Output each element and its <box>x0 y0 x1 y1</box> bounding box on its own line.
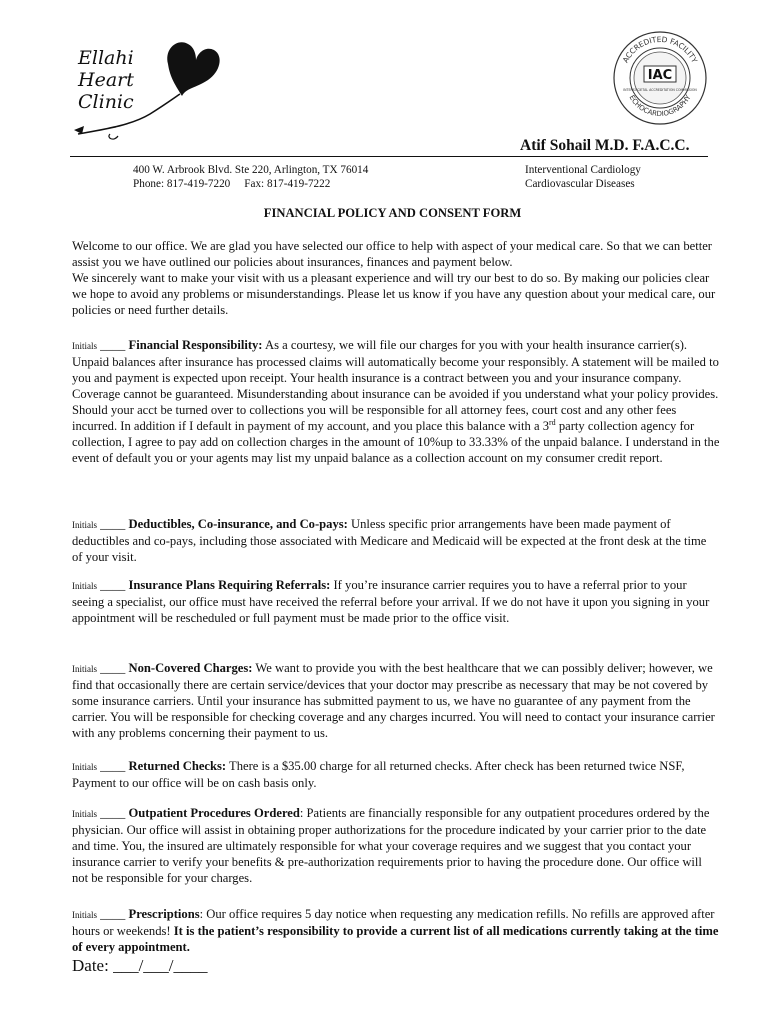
initials-label: Initials <box>72 809 97 819</box>
date-field[interactable]: Date: ___/___/____ <box>72 956 208 975</box>
initials-field[interactable]: ____ <box>100 517 126 531</box>
section-text: We want to provide you with the best healthcare that we can possibly deliver; however, we find that occasionally there are certain service/devices that your doctor may prescribe as necessary that may be not covered by some insurance carriers. Until your insurance has submitted payment to us, we have no guarantee of any payment from the carrier. You will be responsible for checking coverage and any charges incurred. You will need to contact your insurance carrier with any problems concerning their payment to us. <box>72 661 715 740</box>
initials-field[interactable]: ____ <box>100 907 126 921</box>
section-heading: Returned Checks: <box>128 759 227 773</box>
initials-field[interactable]: ____ <box>100 338 126 352</box>
specialty-2: Cardiovascular Diseases <box>525 178 635 190</box>
intro-1: Welcome to our office. We are glad you have selected our office to help with aspect of your medical care. So that we can better assist you we have outlined our policies about insurances, finances and payment below. <box>72 239 712 269</box>
section-heading: Insurance Plans Requiring Referrals: <box>128 578 331 592</box>
section-outpatient <box>72 805 720 886</box>
initials-field[interactable]: ____ <box>100 661 126 675</box>
seal-sub: INTERSOCIETAL ACCREDITATION COMMISSION <box>623 88 697 92</box>
seal-center: IAC <box>647 68 673 83</box>
logo-line3: Clinic <box>78 91 134 113</box>
address-line: 400 W. Arbrook Blvd. Ste 220, Arlington, TX 76014 <box>133 164 369 176</box>
section-heading: Deductibles, Co-insurance, and Co-pays: <box>128 517 348 531</box>
section-bold-tail: It is the patient’s responsibility to provide a current list of all medications currently taking at the time of every appointment. <box>72 924 719 954</box>
section-heading: Non-Covered Charges: <box>128 661 253 675</box>
section-non-covered <box>72 660 720 741</box>
initials-field[interactable]: ____ <box>100 806 126 820</box>
phone: Phone: 817-419-7220 <box>133 178 231 190</box>
seal-bottom-text: ECHOCARDIOGRAPHY <box>627 93 693 119</box>
accreditation-seal <box>612 30 708 126</box>
section-text: Unless specific prior arrangements have been made payment of deductibles and co-pays, including those associated with Medicare and Medicaid will be expected at the front desk at the time of your visit. <box>72 517 707 564</box>
section-heading: Outpatient Procedures Ordered <box>128 806 300 820</box>
clinic-address <box>133 163 368 191</box>
section-heading: Financial Responsibility: <box>128 338 263 352</box>
header-divider <box>70 156 708 157</box>
section-text: If you’re insurance carrier requires you to have a referral prior to your seeing a specialist, our office must have received the referral before your arrival. If we do not have it upon you signing in your appointment will be rescheduled or full payment must be made prior to the office visit. <box>72 578 710 625</box>
initials-label: Initials <box>72 581 97 591</box>
section-returned-checks <box>72 758 720 791</box>
logo-line1: Ellahi <box>78 47 134 69</box>
section-prescriptions <box>72 906 720 955</box>
logo-line2: Heart <box>78 69 134 91</box>
seal-top-text: ACCREDITED FACILITY <box>620 34 700 65</box>
contact-line <box>133 177 368 191</box>
doctor-name: Atif Sohail M.D. F.A.C.C. <box>520 137 690 154</box>
initials-label: Initials <box>72 520 97 530</box>
specialties <box>525 163 641 191</box>
section-text: There is a $35.00 charge for all returned checks. After check has been returned twice NSF, Payment to our office will be on cash basis only. <box>72 759 685 790</box>
initials-field[interactable]: ____ <box>100 578 126 592</box>
section-text-cont: party collection agency for collection, I agree to pay add on collection charges in the amount of 10%up to 33.33% of the unpaid balance. I understand in the event of default you or your agents may list my unpaid balance as a collection account on my consumer credit report. <box>72 419 720 465</box>
initials-label: Initials <box>72 762 97 772</box>
form-title: FINANCIAL POLICY AND CONSENT FORM <box>263 206 522 220</box>
initials-label: Initials <box>72 910 97 920</box>
initials-label: Initials <box>72 341 97 351</box>
intro-paragraph <box>72 238 720 318</box>
specialty-1: Interventional Cardiology <box>525 164 641 176</box>
fax: Fax: 817-419-7222 <box>244 178 331 190</box>
initials-field[interactable]: ____ <box>100 759 126 773</box>
intro-2: We sincerely want to make your visit with us a pleasant experience and will try our best to do so. By making our policies clear we hope to avoid any problems or misunderstandings. Please let us know if you have any question about your medical care, our policies or need further details. <box>72 271 716 317</box>
iac-seal-icon <box>612 30 708 126</box>
section-financial-responsibility <box>72 337 720 466</box>
clinic-logo <box>70 34 230 144</box>
initials-label: Initials <box>72 664 97 674</box>
section-referrals <box>72 577 720 626</box>
section-deductibles <box>72 516 720 565</box>
superscript: rd <box>549 417 556 427</box>
section-text: : Patients are financially responsible for any outpatient procedures ordered by the physician. Our office will assist in obtaining proper authorizations for the procedure indicated by your carrier prior to the date and time. You, the insured are ultimately responsible for what your coverage requires and we suggest that you contact your insurance carrier to verify your benefits & pre-authorization requirements prior to having the procedure done. Our office will not be responsible for your charges. <box>72 806 710 885</box>
heart-logo-icon <box>70 34 230 144</box>
section-text: As a courtesy, we will file our charges for you with your health insurance carrier(s). Unpaid balances after insurance has processed claims will automatically become your responsibly. A statement will be mailed to you and payment is expected upon receipt. Your health insurance is a contract between you and your insurance company. Coverage cannot be guaranteed. Misunderstanding about insurance can be avoided if you understand what your policy provides. Should your acct be turned over to collections you will be responsible for all attorney fees, court cost and any other fees incurred. In addition if I default in payment of my account, and you place this balance with a 3 <box>72 338 719 433</box>
section-text: : Our office requires 5 day notice when requesting any medication refills. No refills are approved after hours or weekends! <box>72 907 715 938</box>
section-heading: Prescriptions <box>128 907 200 921</box>
